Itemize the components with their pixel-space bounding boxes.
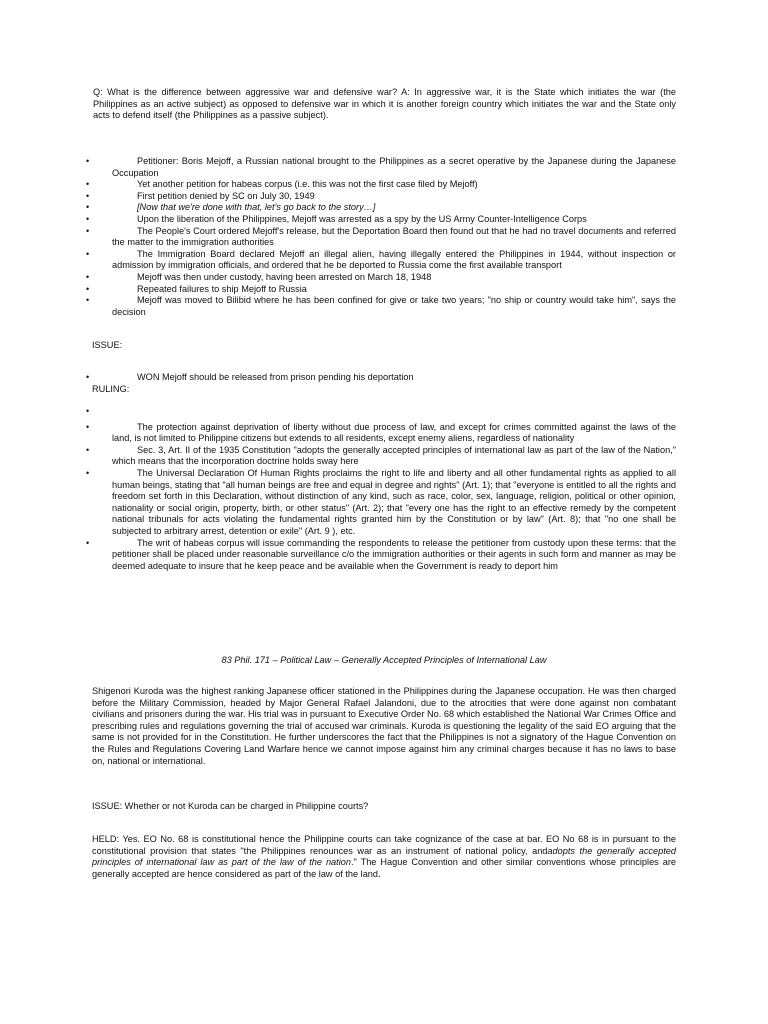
- kuroda-issue-paragraph: ISSUE: Whether or not Kuroda can be charged in Philippine courts?: [92, 801, 369, 811]
- fact-text: Mejoff was moved to Bilibid where he has been confined for give or take two years; "no ship or country would take him", says the decision: [112, 295, 676, 317]
- list-item: [86, 202, 676, 214]
- bullet-icon: •: [86, 213, 90, 224]
- list-item: [86, 249, 676, 272]
- issue-list: [86, 372, 676, 384]
- held-text-end: ." The Hague Convention and other similar conventions whose principles are generally accepted are hence considered as part of the law of the land.: [92, 857, 676, 879]
- kuroda-facts-paragraph: Shigenori Kuroda was the highest ranking Japanese officer stationed in the Philippines during the Japanese occupation. He was then charged before the Military Commission, headed by Major General Rafael Jalandoni, due to the atrocities that were done against non combatant civilians and prisoners during the war. His trial was in pursuant to Executive Order No. 68 which established the National War Crimes Office and prescribing rules and regulations governing the trial of accused war criminals. Kuroda is questioning the legality of the said EO arguing that the same is not provided for in the Constitution. He further underscores the fact that the Philippines is not a signatory of the Hague Convention on the Rules and Regulations Covering Land Warfare hence we cannot impose against him any criminal charges because it has no laws to base on, national or international.: [92, 686, 676, 766]
- bullet-icon: •: [86, 372, 90, 382]
- bullet-icon: •: [86, 283, 90, 294]
- fact-text: The Immigration Board declared Mejoff an illegal alien, having illegally entered the Philippines in 1944, without inspection or admission by immigration officials, and ordered that he be deported to Russia come the first available transport: [112, 248, 676, 271]
- held-text: HELD: Yes. EO No. 68 is constitutional hence the Philippine courts can take cognizance of the case at bar. EO No 68 is in pursuant to the constitutional provision that states "the Philippines renounces war as an instrument of national policy, and: [92, 834, 676, 856]
- ruling-text: The protection against deprivation of liberty without due process of law, and except for crimes committed against the laws of the land, is not limited to Philippine citizens but extends to all residents, except enemy aliens, regardless of nationality: [112, 421, 676, 444]
- qa-paragraph: Q: What is the difference between aggressive war and defensive war? A: In aggressive war, it is the State which initiates the war (the Philippines as an active subject) as opposed to defensive war in which it is another foreign country which initiates the war and the State only acts to defend itself (the Philippines as a passive subject).: [93, 87, 676, 121]
- bullet-icon: •: [86, 271, 90, 282]
- list-item: [86, 226, 676, 249]
- list-item: [86, 468, 676, 538]
- bullet-icon: •: [86, 421, 90, 432]
- ruling-heading: RULING:: [92, 384, 130, 394]
- list-item: [86, 372, 676, 384]
- bullet-icon: •: [86, 179, 90, 190]
- ruling-text: Sec. 3, Art. II of the 1935 Constitution "adopts the generally accepted principles of international law as part of the law of the Nation," which means that the incorporation doctrine holds sway here: [112, 444, 676, 467]
- issue-heading: ISSUE:: [92, 340, 123, 350]
- fact-text: [Now that we're done with that, let's go back to the story…]: [137, 202, 376, 213]
- held-paragraph: [92, 834, 676, 880]
- list-item: [86, 214, 676, 226]
- list-item: [86, 538, 676, 573]
- list-item: [86, 156, 676, 179]
- fact-text: Upon the liberation of the Philippines, Mejoff was arrested as a spy by the US Army Counter-Intelligence Corps: [137, 213, 587, 224]
- fact-text: Mejoff was then under custody, having been arrested on March 18, 1948: [137, 271, 432, 282]
- held-quote: adopts the generally accepted principles of international law as part of the law of the nation: [92, 845, 676, 868]
- bullet-icon: •: [86, 467, 90, 478]
- fact-text: Yet another petition for habeas corpus (i.e. this was not the first case filed by Mejoff): [137, 179, 478, 190]
- bullet-icon: •: [86, 202, 90, 213]
- bullet-icon: •: [86, 225, 90, 236]
- bullet-icon: •: [86, 190, 90, 201]
- fact-text: Petitioner: Boris Mejoff, a Russian national brought to the Philippines as a secret operative by the Japanese during the Japanese Occupation: [112, 156, 676, 178]
- bullet-icon: •: [86, 156, 90, 166]
- bullet-icon: •: [86, 295, 90, 306]
- list-item: [86, 295, 676, 318]
- bullet-icon: •: [86, 537, 90, 548]
- list-item: [86, 272, 676, 284]
- bullet-icon: •: [86, 406, 90, 416]
- fact-text: Repeated failures to ship Mejoff to Russia: [137, 283, 307, 294]
- fact-text: First petition denied by SC on July 30, 1949: [137, 190, 315, 201]
- bullet-icon: •: [86, 248, 90, 259]
- issue-text: WON Mejoff should be released from prison pending his deportation: [137, 372, 414, 382]
- list-item: [86, 284, 676, 296]
- fact-text: The People's Court ordered Mejoff's release, but the Deportation Board then found out that he had no travel documents and referred the matter to the immigration authorities: [112, 225, 676, 248]
- case-caption: 83 Phil. 171 – Political Law – Generally Accepted Principles of International Law: [221, 655, 547, 665]
- ruling-list: [86, 406, 676, 572]
- ruling-text: The writ of habeas corpus will issue commanding the respondents to release the petitioner from custody upon these terms: that the petitioner shall be placed under reasonable surveillance c/o the immigration authorities or their agents in such form and manner as may be deemed adequate to insure that he keep peace and be available when the Government is ready to deport him: [112, 537, 676, 571]
- list-item: [86, 179, 676, 191]
- ruling-text: The Universal Declaration Of Human Rights proclaims the right to life and liberty and all other fundamental rights as applied to all human beings, stating that "all human beings are free and equal in degree and rights" (Art. 1); that "everyone is entitled to all the rights and freedom set forth in this Declaration, without distinction of any kind, such as race, color, sex, language, religion, political or other opinion, nationality or social origin, property, birth, or other status" (Art. 2); that "every one has the right to an effective remedy by the competent national tribunals for acts violating the fundamental rights granted him by the Constitution or by law" (Art. 8); that "no one shall be subjected to arbitrary arrest, detention or exile" (Art. 9 ), etc.: [112, 467, 676, 536]
- list-item: [86, 422, 676, 445]
- facts-list: [86, 156, 676, 318]
- list-item: [86, 191, 676, 203]
- list-item: [86, 445, 676, 468]
- bullet-icon: •: [86, 444, 90, 455]
- list-item: [86, 406, 676, 418]
